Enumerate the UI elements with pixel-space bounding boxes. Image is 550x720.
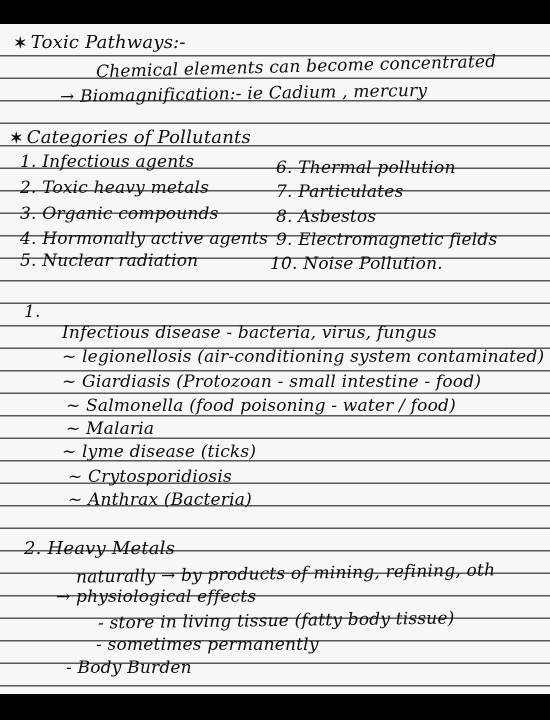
- section-two-line: - sometimes permanently: [96, 635, 319, 655]
- category-item: 8. Asbestos: [276, 207, 377, 227]
- section-two-line: naturally → by products of mining, refining, oth: [75, 560, 496, 588]
- section-one-line: ~ lyme disease (ticks): [62, 442, 257, 462]
- category-item: 5. Nuclear radiation: [20, 251, 199, 271]
- category-item: 9. Electromagnetic fields: [276, 230, 498, 250]
- section-two-line: - store in living tissue (fatty body tissue): [97, 608, 455, 634]
- category-item: 3. Organic compounds: [20, 204, 219, 224]
- category-item: 1. Infectious agents: [20, 152, 195, 172]
- notebook-page: [0, 24, 550, 694]
- section-one-line: ~ Giardiasis (Protozoan - small intestine - food): [62, 372, 482, 392]
- section-one-line: ~ Anthrax (Bacteria): [68, 490, 252, 510]
- category-item: 6. Thermal pollution: [276, 158, 456, 178]
- note-star-icon: ✶: [10, 129, 23, 147]
- category-item: 4. Hormonally active agents: [20, 229, 269, 249]
- section-one-number: 1.: [24, 302, 41, 322]
- section-two-line: - Body Burden: [66, 658, 192, 678]
- section-two-line: → physiological effects: [56, 587, 257, 607]
- category-item: 10. Noise Pollution.: [270, 254, 443, 274]
- section-one-line: ~ Salmonella (food poisoning - water / food): [66, 396, 456, 416]
- section-one-line: ~ legionellosis (air-conditioning system contaminated): [62, 347, 545, 367]
- heavy-metals-heading: 2. Heavy Metals: [24, 538, 176, 559]
- category-item: 7. Particulates: [276, 182, 404, 202]
- toxic-pathways-heading: ✶ Toxic Pathways:-: [14, 32, 186, 53]
- section-one-line: ~ Crytosporidiosis: [68, 467, 232, 487]
- category-item: 2. Toxic heavy metals: [20, 178, 210, 198]
- toxic-line-2: → Biomagnification:- ie Cadium , mercury: [59, 80, 428, 108]
- section-one-line: ~ Malaria: [66, 419, 155, 439]
- categories-heading: ✶ Categories of Pollutants: [10, 127, 251, 148]
- toxic-line-1: Chemical elements can become concentrated: [95, 51, 497, 83]
- note-star-icon: ✶: [14, 34, 27, 52]
- section-one-line: Infectious disease - bacteria, virus, fungus: [62, 323, 437, 343]
